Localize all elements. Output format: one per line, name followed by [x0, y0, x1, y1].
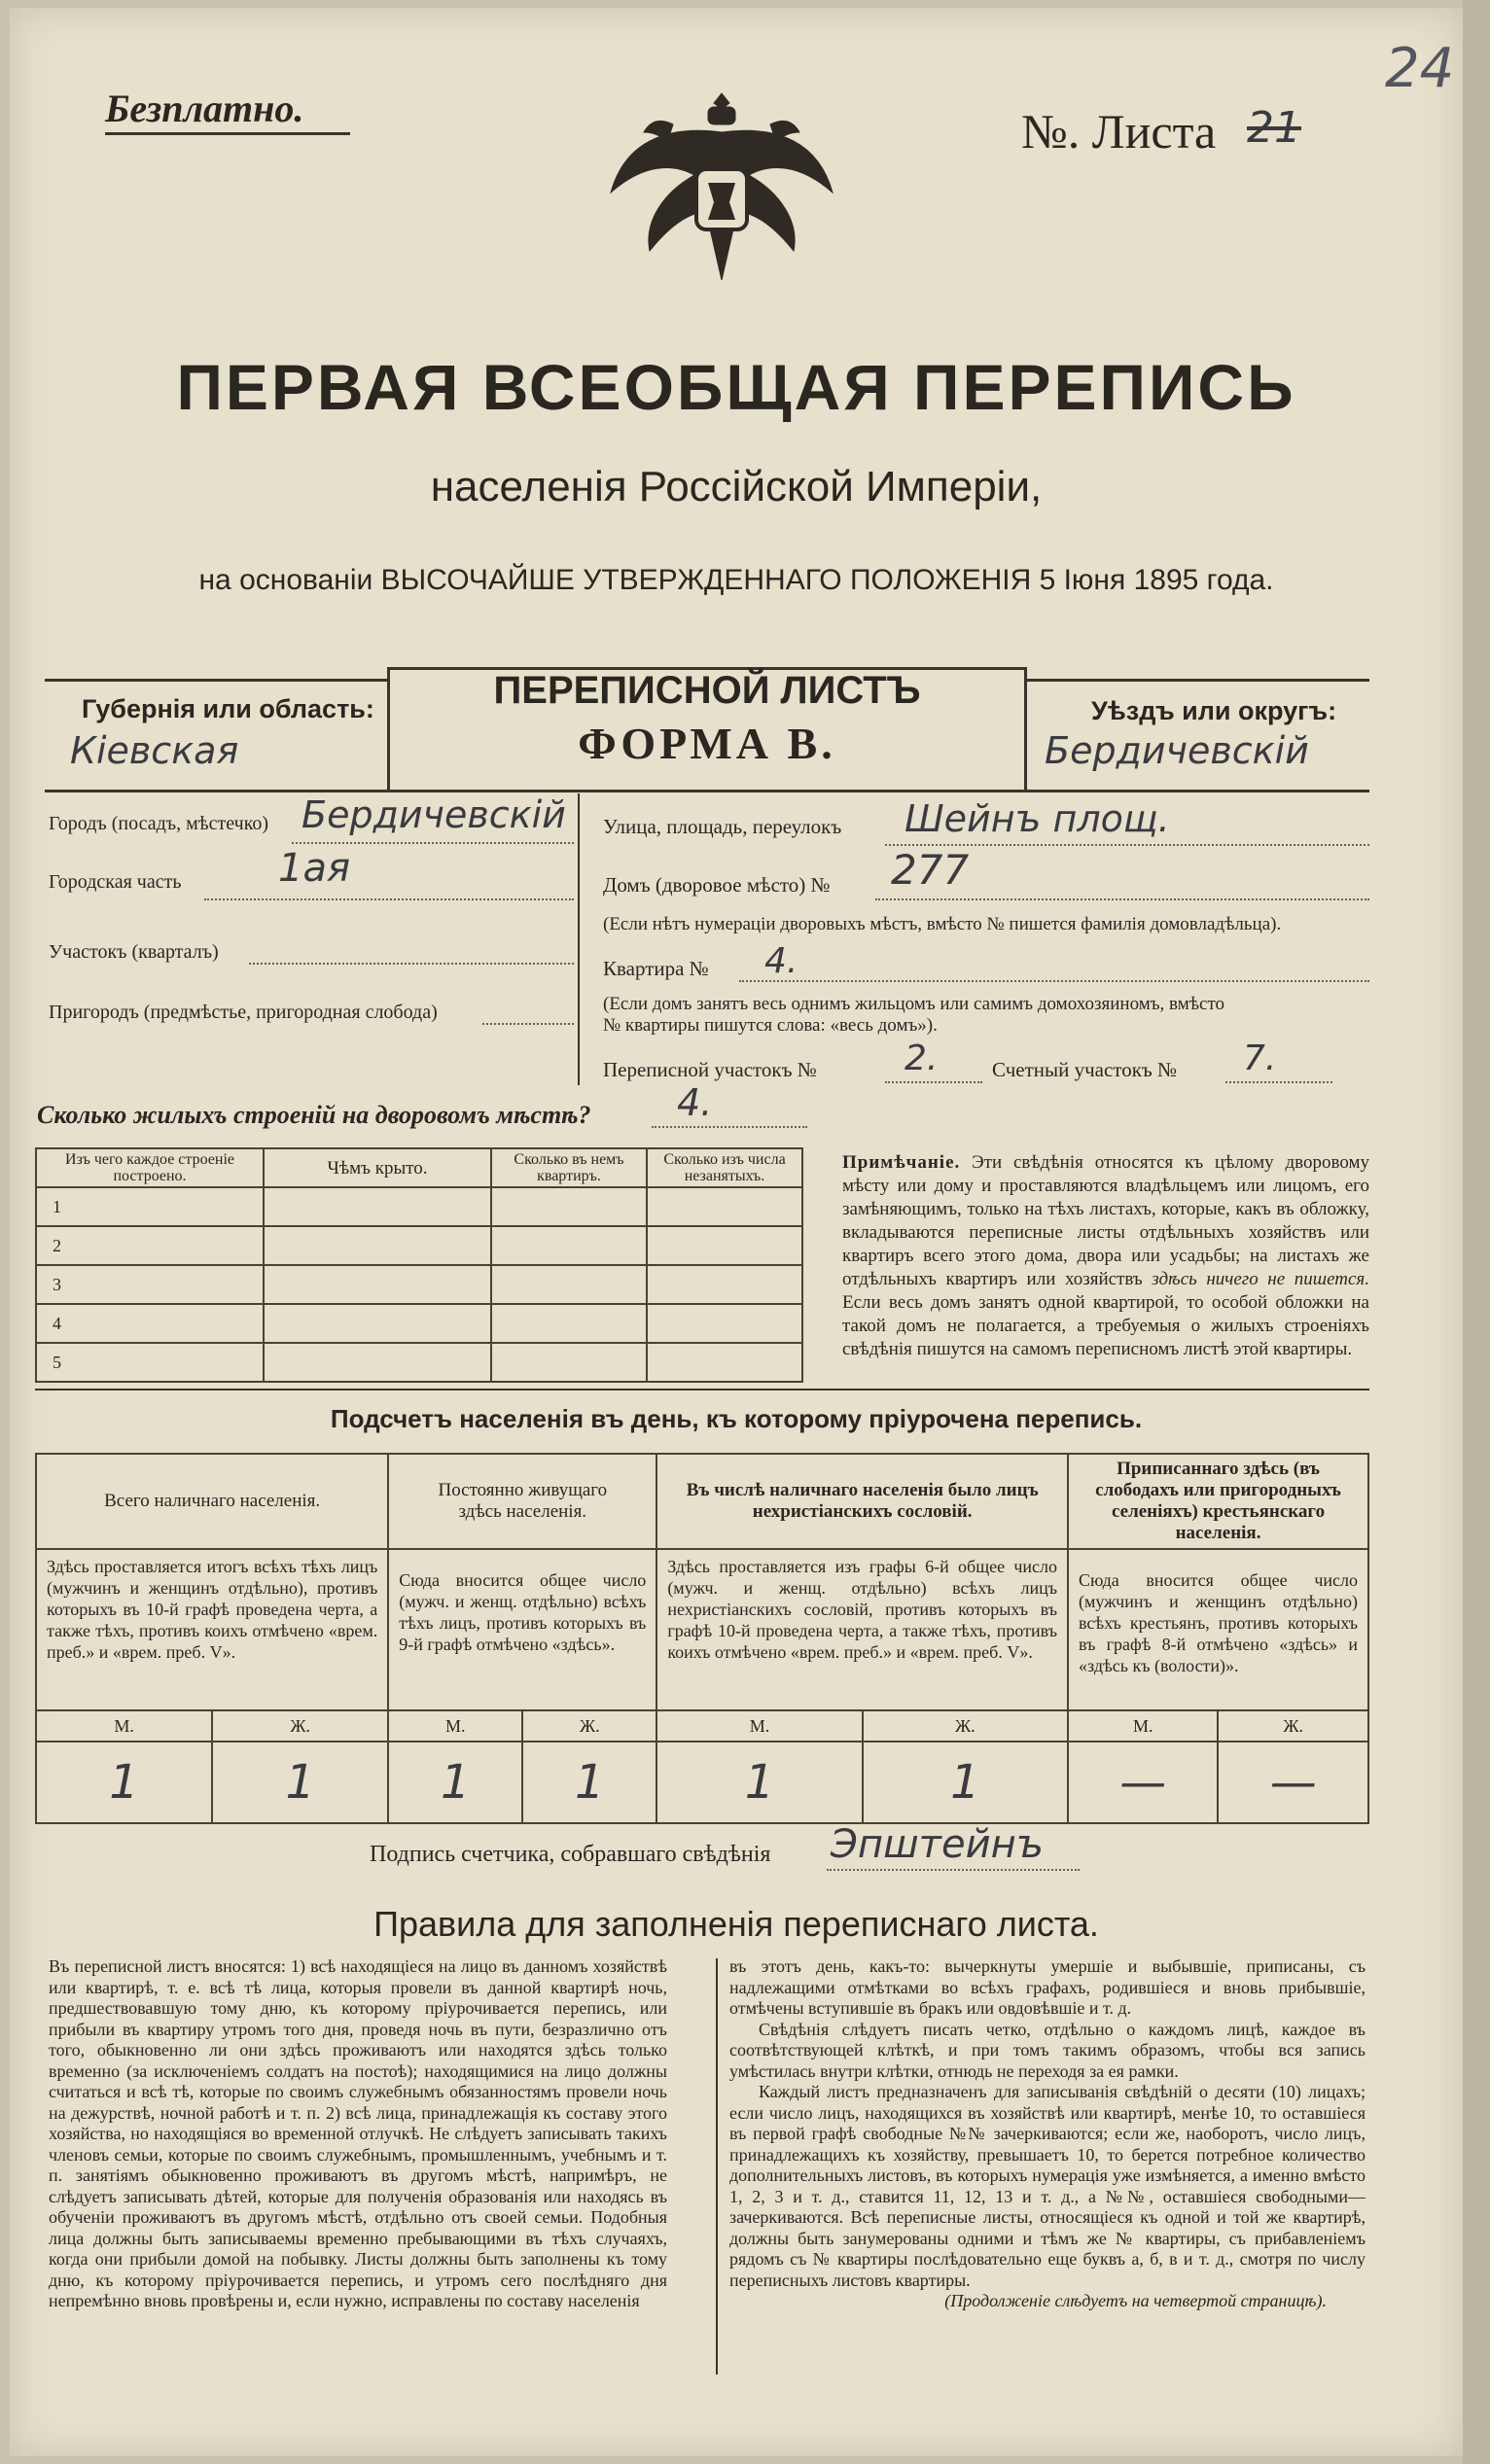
buildings-table	[35, 1147, 803, 1383]
rules-divider	[716, 1958, 718, 2375]
rules-right-para-3: Каждый листъ предназначенъ для записыванія свѣдѣній о десяти (10) лицахъ; если число лицъ, находящихся въ хозяйствѣ или квартирѣ, менѣе 10, то оставшіеся въ первой графѣ свободные №№ зачеркиваются; если же, наоборотъ, число лицъ, принадлежащихъ къ хозяйству, превышаетъ 10, то берется потребное количество дополнительныхъ листовъ, въ которыхъ нумерація уже измѣняется, а именно вмѣсто 1, 2, 3 и т. д., ставится 11, 12, 13 и т. д., а №№, оставшіеся свободными—зачеркиваются. Всѣ переписные листы, относящіеся къ одной и той же квартирѣ, должны быть занумерованы одними и тѣмъ же № квартиры, съ прибавленіемъ рядомъ съ № квартиры послѣдовательно еще буквъ а, б, в и т. д., смотря по числу переписныхъ листовъ квартиры.	[729, 2082, 1366, 2290]
note-text: Эти свѣдѣнія относятся къ цѣлому дворовому мѣсту или дому и проставляются владѣльцемъ или лицомъ, его замѣняющимъ, только на тѣхъ листахъ, которые, какъ въ обложку, вкладываются переписные листы отдѣльныхъ хозяйствъ или квартиръ всего этого дома, двора или усадьбы; на листахъ же отдѣльныхъ квартиръ или хозяйствъ	[842, 1152, 1369, 1289]
gubernia-value: Кіевская	[70, 729, 239, 772]
apartment-dotline	[739, 980, 1369, 982]
count-value: 1	[656, 1742, 862, 1823]
suburb-label: Пригородъ (предмѣстье, пригородная слобода)	[49, 1002, 438, 1023]
house-value: 277	[891, 846, 970, 894]
rules-right-para-1: въ этотъ день, какъ-то: вычеркнуты умершіе и выбывшіе, приписаны, съ надлежащими отмѣтками во всѣхъ графахъ, родившіеся и вновь прибывшіе, отмѣчены вступившіе въ бракъ или овдовѣвшіе и т. д.	[729, 1956, 1366, 2018]
signature-value: Эпштейнъ	[831, 1822, 1045, 1867]
signature-dotline	[827, 1869, 1080, 1871]
count-value: 1	[522, 1742, 656, 1823]
city-label: Городъ (посадъ, мѣстечко)	[49, 813, 269, 834]
count-male-label: М.	[1068, 1710, 1218, 1742]
note-block	[842, 1151, 1369, 1361]
form-name: ПЕРЕПИСНОЙ ЛИСТЪ	[493, 669, 921, 712]
note-text-italic: здѣсь ничего не пишется.	[1152, 1269, 1369, 1289]
street-label: Улица, площадь, переулокъ	[603, 815, 842, 838]
census-basis: на основаніи ВЫСОЧАЙШЕ УТВЕРЖДЕННАГО ПОЛОЖЕНІЯ 5 Іюня 1895 года.	[198, 564, 1274, 596]
free-underline	[105, 132, 350, 135]
district-label: Участокъ (кварталъ)	[49, 941, 219, 963]
count-heading: Подсчетъ населенія въ день, къ которому пріурочена перепись.	[330, 1404, 1143, 1433]
uezd-top-rule	[1027, 679, 1369, 682]
census-sheet	[10, 8, 1463, 2456]
census-title: ПЕРВАЯ ВСЕОБЩАЯ ПЕРЕПИСЬ	[176, 351, 1296, 423]
count-female-label: Ж.	[522, 1710, 656, 1742]
form-bottom-rule	[45, 790, 1369, 792]
uezd-label: Уѣздъ или округъ:	[1091, 696, 1337, 725]
note-title: Примѣчаніе.	[842, 1152, 961, 1173]
buildings-question: Сколько жилыхъ строеній на дворовомъ мѣстѣ?	[37, 1101, 591, 1129]
count-value: 1	[388, 1742, 522, 1823]
buildings-col-roof: Чѣмъ крыто.	[264, 1148, 491, 1187]
buildings-row-number: 5	[36, 1343, 264, 1382]
count-col-peasant-title: Приписаннаго здѣсь (въ слободахъ или пригородныхъ селеніяхъ) крестьянскаго населенія.	[1068, 1454, 1368, 1549]
count-top-rule	[35, 1389, 1369, 1390]
signature-label: Подпись счетчика, собравшаго свѣдѣнія	[370, 1842, 771, 1867]
count-male-label: М.	[656, 1710, 862, 1742]
buildings-col-vacant: Сколько изъ числа незанятыхъ.	[647, 1148, 802, 1187]
count-female-label: Ж.	[212, 1710, 388, 1742]
count-area-dotline	[1225, 1081, 1332, 1083]
count-value: 1	[863, 1742, 1068, 1823]
census-area-label: Переписной участокъ №	[603, 1058, 817, 1081]
rules-right-column	[729, 1956, 1366, 2312]
count-male-label: М.	[388, 1710, 522, 1742]
population-count-table	[35, 1453, 1369, 1824]
count-col-resident-text: Сюда вносится общее число (мужч. и женщ. отдѣльно) всѣхъ тѣхъ лицъ, противъ которыхъ въ 9-й графѣ отмѣчено «здѣсь».	[388, 1549, 656, 1710]
count-col-present-title: Всего наличнаго населенія.	[36, 1454, 388, 1549]
census-subtitle: населенія Россійской Имперіи,	[430, 463, 1043, 510]
count-col-nonchristian-text: Здѣсь проставляется изъ графы 6-й общее число (мужч. и женщ. отдѣльно) всѣхъ лицъ нехристіанскихъ сословій, противъ которыхъ въ графѣ 10-й проведена черта, а также тѣхъ, противъ коихъ отмѣчено «врем. преб.» и «врем. преб. V».	[656, 1549, 1068, 1710]
rules-right-para-2: Свѣдѣнія слѣдуетъ писать четко, отдѣльно о каждомъ лицѣ, каждое въ соотвѣтствующей клѣткѣ, и при томъ такимъ образомъ, чтобы вся запись умѣстилась внутри клѣтки, отнюдь не переходя за ея рамки.	[729, 2019, 1366, 2081]
sheet-number-label: №. Листа	[1021, 104, 1217, 158]
buildings-col-material: Изъ чего каждое строеніе построено.	[36, 1148, 264, 1187]
district-dotline	[249, 963, 574, 965]
sheet-number-value: 21	[1247, 103, 1301, 153]
uezd-value: Бердичевскій	[1045, 729, 1309, 772]
count-area-value: 7.	[1243, 1038, 1277, 1078]
gubernia-label: Губернія или область:	[82, 694, 374, 723]
buildings-col-apartments: Сколько въ немъ квартиръ.	[491, 1148, 647, 1187]
apartment-value: 4.	[764, 941, 798, 981]
count-female-label: Ж.	[863, 1710, 1068, 1742]
count-area-label: Счетный участокъ №	[992, 1058, 1178, 1081]
count-value: —	[1218, 1742, 1368, 1823]
count-male-label: М.	[36, 1710, 212, 1742]
buildings-dotline	[652, 1126, 807, 1128]
city-part-label: Городская часть	[49, 871, 182, 893]
apartment-label: Квартира №	[603, 957, 709, 980]
corner-handwritten-note: 24	[1385, 37, 1455, 100]
count-col-resident-title: Постоянно живущаго здѣсь населенія.	[388, 1454, 656, 1549]
note-text-end: Если весь домъ занятъ одной квартирой, то особой обложки на такой домъ не полагается, а требуемыя о жилыхъ строеніяхъ свѣдѣнія пишутся на самомъ переписномъ листѣ этой квартиры.	[842, 1292, 1369, 1359]
count-value: —	[1068, 1742, 1218, 1823]
count-col-nonchristian-title: Въ числѣ наличнаго населенія было лицъ нехристіанскихъ сословій.	[656, 1454, 1068, 1549]
apartment-note-2: № квартиры пишутся слова: «весь домъ»).	[603, 1015, 938, 1036]
address-divider	[578, 793, 580, 1085]
form-variant: ФОРМА В.	[578, 719, 836, 768]
scan-edge-strip	[1463, 0, 1490, 2464]
house-note: (Если нѣтъ нумераціи дворовыхъ мѣстъ, вмѣсто № пишется фамилія домовладѣльца).	[603, 914, 1282, 934]
gubernia-top-rule	[45, 679, 387, 682]
street-value: Шейнъ площ.	[905, 797, 1170, 840]
buildings-row-number: 2	[36, 1226, 264, 1265]
double-headed-eagle-icon	[605, 86, 838, 285]
city-value: Бердичевскій	[302, 793, 566, 836]
suburb-dotline	[482, 1023, 574, 1025]
census-area-dotline	[885, 1081, 982, 1083]
buildings-row-number: 1	[36, 1187, 264, 1226]
free-label: Безплатно.	[105, 87, 304, 130]
city-part-value: 1ая	[278, 846, 351, 891]
buildings-answer: 4.	[677, 1081, 713, 1124]
count-col-present-text: Здѣсь проставляется итогъ всѣхъ тѣхъ лицъ (мужчинъ и женщинъ отдѣльно), противъ которыхъ въ 10-й графѣ проведена черта, а также тѣхъ, противъ коихъ отмѣчено «врем. преб.» и «врем. преб. V».	[36, 1549, 388, 1710]
count-value: 1	[212, 1742, 388, 1823]
house-dotline	[875, 898, 1369, 900]
rules-continued-note: (Продолженіе слѣдуетъ на четвертой страницѣ).	[944, 2291, 1327, 2310]
apartment-note-1: (Если домъ занятъ весь однимъ жильцомъ или самимъ домохозяиномъ, вмѣсто	[603, 994, 1225, 1014]
count-female-label: Ж.	[1218, 1710, 1368, 1742]
census-area-value: 2.	[905, 1038, 939, 1078]
buildings-row-number: 4	[36, 1304, 264, 1343]
count-value: 1	[36, 1742, 212, 1823]
rules-left-column: Въ переписной листъ вносятся: 1) всѣ находящіеся на лицо въ данномъ хозяйствѣ или квартирѣ, т. е. всѣ тѣ лица, которыя провели въ данной квартирѣ ночь, предшествовавшую тому дню, къ которому пріурочивается перепись, или прибыли въ квартиру утромъ того дня, проведя ночь въ пути, безразлично отъ того, обыкновенно ли они здѣсь проживаютъ или находятся здѣсь только временно (за исключеніемъ солдатъ на постоѣ); находящимися на лицо должны считаться и всѣ тѣ, которые по своимъ служебнымъ обязанностямъ провели ночь на дежурствѣ, ночной работѣ и т. п. 2) всѣ лица, принадлежащія къ составу этого хозяйства, но находящіяся во временной отлучкѣ. Не слѣдуетъ записывать такихъ членовъ семьи, которые по своимъ служебнымъ, промышленнымъ, учебнымъ и т. п. занятіямъ обыкновенно проживаютъ въ другомъ мѣстѣ, напримѣръ, не слѣдуетъ записывать дѣтей, которые для полученія образованія или находясь въ обученіи проживаютъ въ другомъ мѣстѣ, отдѣльно отъ своей семьи. Подобныя лица должны быть записываемы временно пребывающими въ тѣхъ случаяхъ, когда они прибыли домой на побывку. Листы должны быть заполнены къ тому дню, къ которому пріурочивается перепись, и утромъ сего послѣдняго дня непремѣнно вновь провѣрены и, если нужно, исправлены по составу населенія	[49, 1956, 667, 2310]
rules-heading: Правила для заполненія переписнаго листа.	[373, 1904, 1099, 1944]
city-dotline	[292, 842, 574, 844]
city-part-dotline	[204, 898, 574, 900]
count-col-peasant-text: Сюда вносится общее число (мужчинъ и женщинъ отдѣльно) всѣхъ крестьянъ, противъ которыхъ въ графѣ 8-й отмѣчено «здѣсь» и «здѣсь къ (волости)».	[1068, 1549, 1368, 1710]
buildings-row-number: 3	[36, 1265, 264, 1304]
house-label: Домъ (дворовое мѣсто) №	[603, 873, 831, 897]
